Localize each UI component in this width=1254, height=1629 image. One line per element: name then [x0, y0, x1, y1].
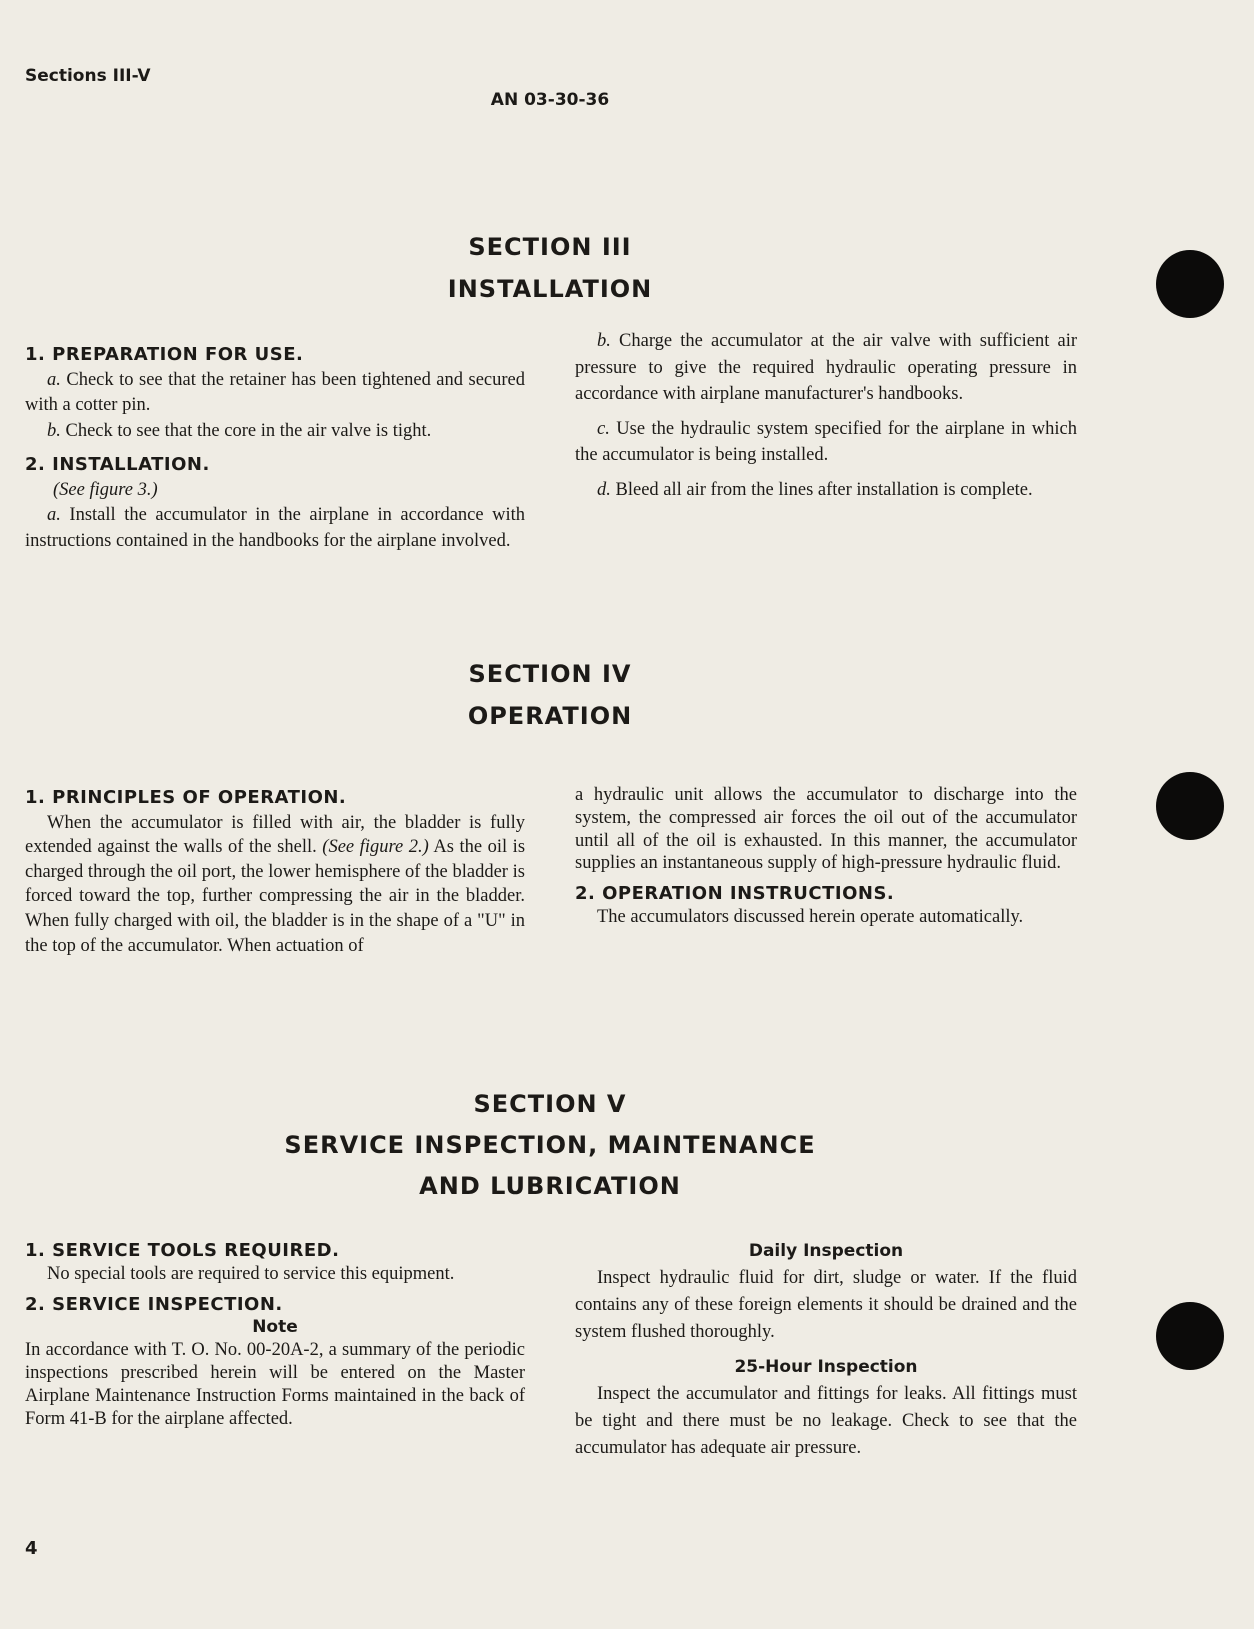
paragraph: c. Use the hydraulic system specified for the airplane in which the accumulator is being installed. [575, 418, 1078, 465]
section-5-subtitle-line2: AND LUBRICATION [419, 1172, 681, 1200]
section-3-right-column [575, 328, 1077, 503]
paragraph: Inspect the accumulator and fittings for leaks. All fittings must be tight and there must be no leakage. Check to see that the accumulator has adequate air pressure. [575, 1384, 1077, 1458]
paragraph-continued: a hydraulic unit allows the accumulator to discharge into the system, the compressed air forces the oil out of the accumulator until all of the oil is exhausted. In this manner, the accumulator supplies an instantaneous supply of high-pressure hydraulic fluid. [575, 785, 1077, 874]
paragraph: b. Charge the accumulator at the air valve with sufficient air pressure to give the required hydraulic operating pressure in accordance with airplane manufacturer's handbooks. [575, 331, 1077, 404]
document-number-header: AN 03-30-36 [490, 90, 610, 110]
section-4-left-column [25, 786, 525, 958]
heading-service-inspection: 2. SERVICE INSPECTION. [25, 1293, 283, 1315]
section-5-title: SECTION V [473, 1090, 627, 1118]
paragraph: When the accumulator is filled with air, the bladder is fully extended against the walls of the shell. (See figure 2.) As the oil is charged through the oil port, the lower hemisphere of the bladder is forced toward the top, further compressing the air in the bladder. When fully charged with oil, the bladder is in the shape of a "U" in the top of the accumulator. When actuation of [25, 812, 526, 956]
section-3-title: SECTION III [468, 233, 632, 261]
section-3-left-column [25, 342, 525, 554]
note-title: Note [252, 1317, 298, 1338]
page-number: 4 [25, 1538, 38, 1559]
binder-punch-hole [1156, 1302, 1224, 1370]
paragraph: b. Check to see that the core in the air valve is tight. [47, 420, 432, 441]
paragraph: a. Check to see that the retainer has been tightened and secured with a cotter pin. [25, 369, 526, 415]
heading-operation-instructions: 2. OPERATION INSTRUCTIONS. [575, 883, 895, 905]
paragraph: The accumulators discussed herein operate automatically. [597, 906, 1024, 927]
section-5-subtitle-line1: SERVICE INSPECTION, MAINTENANCE [284, 1131, 816, 1159]
binder-punch-hole [1156, 250, 1224, 318]
heading-preparation-for-use: 1. PREPARATION FOR USE. [25, 344, 304, 365]
figure-reference: (See figure 3.) [53, 479, 158, 500]
binder-punch-hole [1156, 772, 1224, 840]
daily-inspection-title: Daily Inspection [748, 1241, 904, 1261]
section-5-right-column [575, 1238, 1077, 1462]
25-hour-inspection-title: 25-Hour Inspection [734, 1357, 918, 1377]
section-4-subtitle: OPERATION [467, 702, 633, 730]
heading-installation: 2. INSTALLATION. [25, 454, 210, 475]
section-5-left-column [25, 1240, 525, 1430]
heading-principles-of-operation: 1. PRINCIPLES OF OPERATION. [25, 787, 347, 808]
heading-service-tools-required: 1. SERVICE TOOLS REQUIRED. [25, 1240, 340, 1261]
note-text: In accordance with T. O. No. 00-20A-2, a summary of the periodic inspections prescribed herein will be entered on the Master Airplane Maintenance Instruction Forms maintained in the back of Form 41-B for the airplane affected. [25, 1340, 525, 1429]
section-4-right-column [575, 784, 1077, 929]
section-3-subtitle: INSTALLATION [447, 275, 653, 303]
paragraph: No special tools are required to service this equipment. [47, 1263, 455, 1284]
paragraph: d. Bleed all air from the lines after installation is complete. [597, 479, 1033, 500]
section-4-title: SECTION IV [468, 660, 632, 688]
paragraph: Inspect hydraulic fluid for dirt, sludge or water. If the fluid contains any of these foreign elements it should be drained and the system flushed thoroughly. [575, 1268, 1077, 1342]
paragraph: a. Install the accumulator in the airplane in accordance with instructions contained in the handbooks for the airplane involved. [25, 505, 526, 551]
section-range-header: Sections III-V [25, 66, 151, 86]
